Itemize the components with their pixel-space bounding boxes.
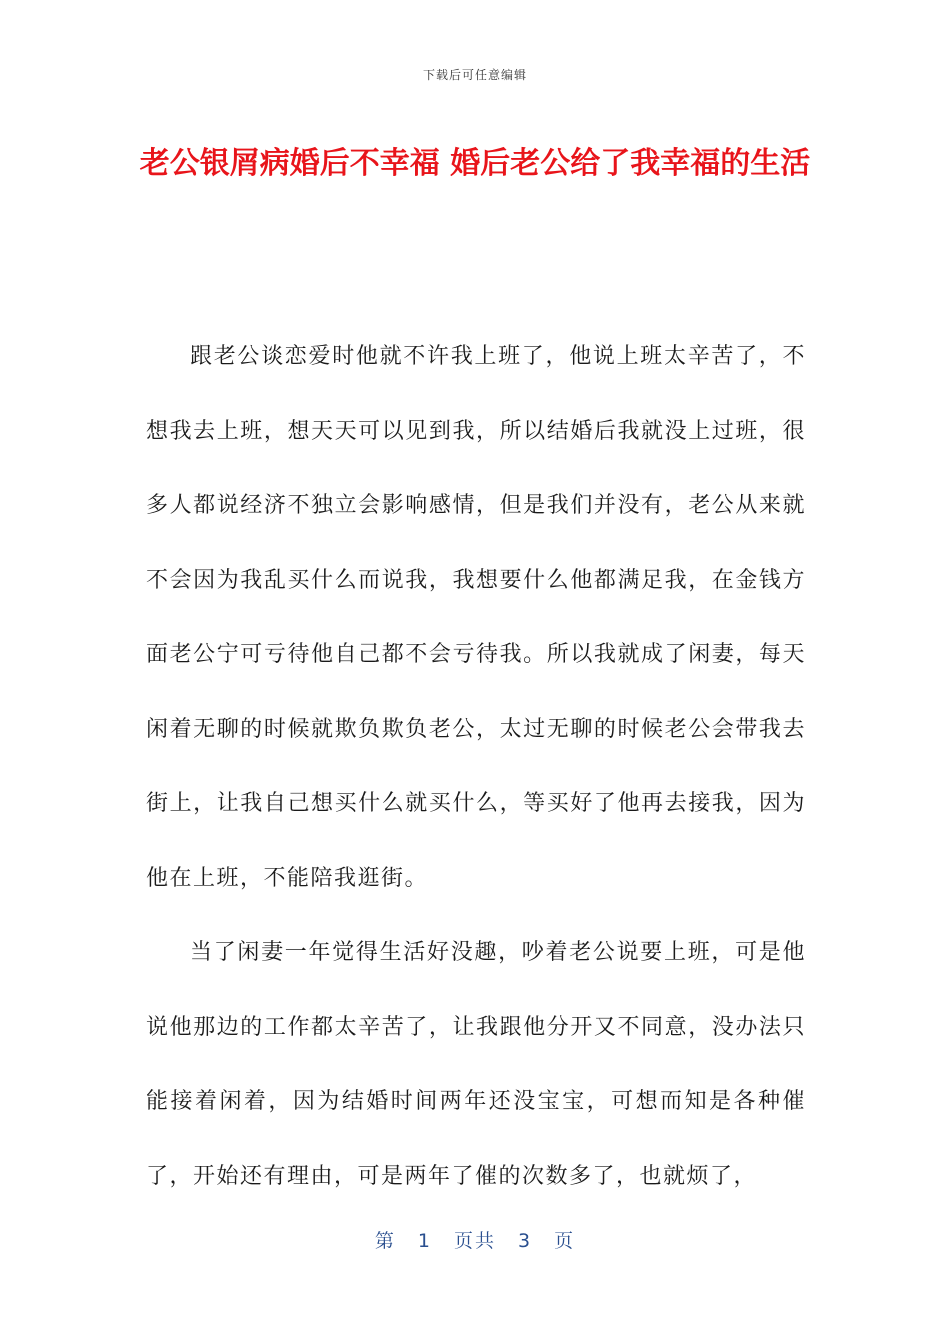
page-label-middle: 页共 bbox=[453, 1230, 496, 1252]
paragraph: 当了闲妻一年觉得生活好没趣，吵着老公说要上班，可是他说他那边的工作都太辛苦了，让我跟他分开又不同意，没办法只能接着闲着，因为结婚时间两年还没宝宝，可想而知是各种催了，开始还有理由，可是两年了催的次数多了，也就烦了， bbox=[146, 940, 806, 1189]
header-note: 下载后可任意编辑 bbox=[422, 68, 527, 82]
page-footer bbox=[0, 1226, 950, 1253]
document-title: 老公银屑病婚后不幸福 婚后老公给了我幸福的生活 bbox=[139, 146, 811, 181]
document-body bbox=[146, 320, 806, 1214]
paragraph: 跟老公谈恋爱时他就不许我上班了，他说上班太辛苦了，不想我去上班，想天天可以见到我，所以结婚后我就没上过班，很多人都说经济不独立会影响感情，但是我们并没有，老公从来就不会因为我乱买什么而说我，我想要什么他都满足我，在金钱方面老公宁可亏待他自己都不会亏待我。所以我就成了闲妻，每天闲着无聊的时候就欺负欺负老公，太过无聊的时候老公会带我去街上，让我自己想买什么就买什么，等买好了他再去接我，因为他在上班，不能陪我逛街。 bbox=[146, 344, 806, 891]
page-label-prefix: 第 bbox=[374, 1230, 396, 1252]
total-pages-number: 3 bbox=[518, 1230, 533, 1252]
current-page-number: 1 bbox=[417, 1230, 432, 1252]
page-label-suffix: 页 bbox=[554, 1230, 576, 1252]
